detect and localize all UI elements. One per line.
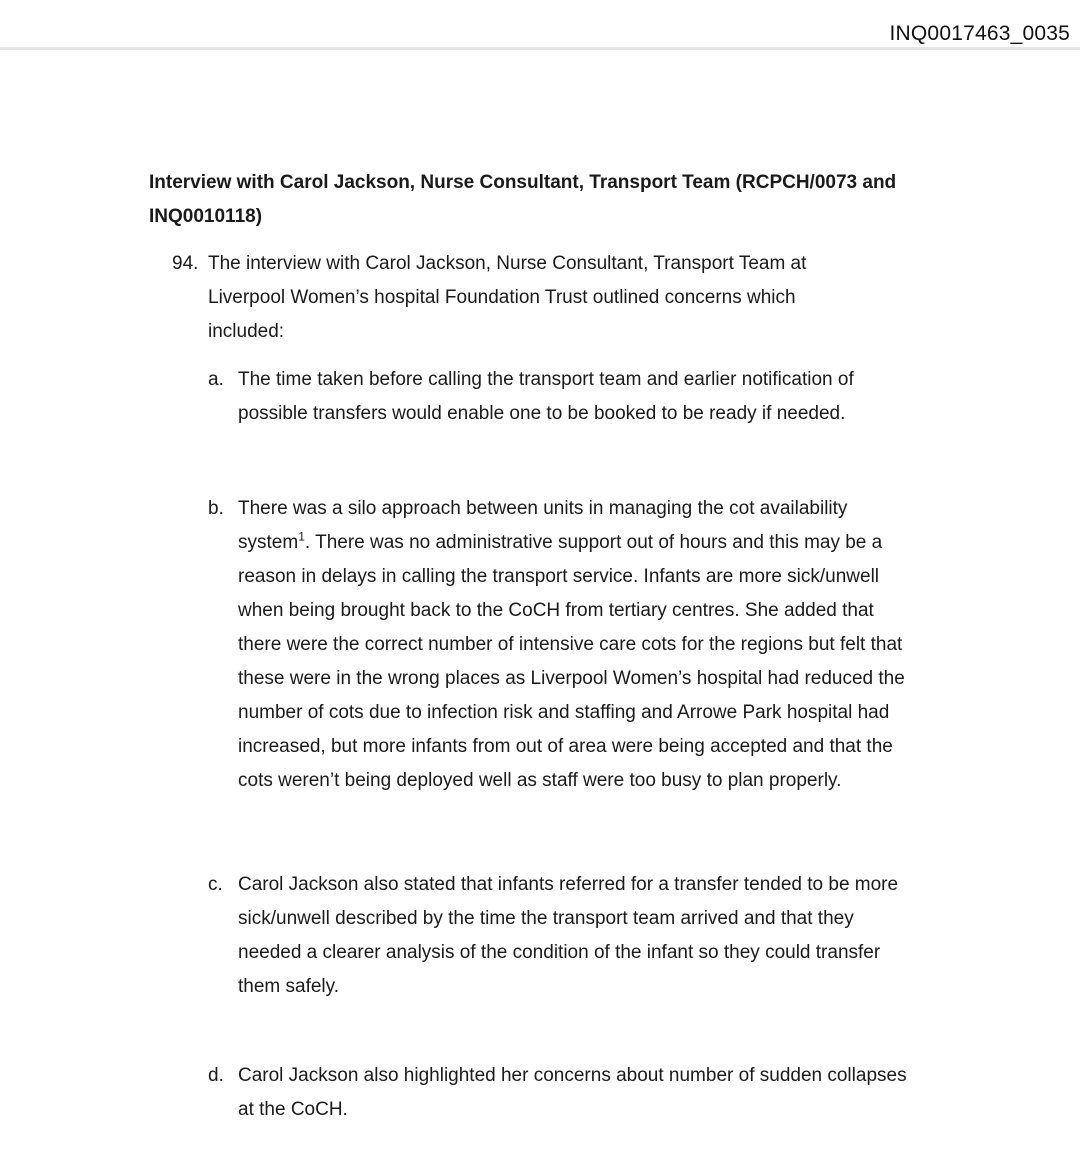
list-item-letter: c.	[208, 874, 223, 895]
section-heading: Interview with Carol Jackson, Nurse Consultant, Transport Team (RCPCH/0073 and INQ0010118)	[149, 172, 897, 227]
list-item-c	[208, 868, 908, 1004]
list-item-a	[208, 363, 908, 431]
list-item-letter: d.	[208, 1065, 224, 1086]
list-item-letter: a.	[208, 369, 224, 390]
document-reference-number: INQ0017463_0035	[889, 22, 1070, 45]
list-item-text	[208, 492, 908, 798]
header-divider	[0, 47, 1080, 50]
list-item-letter: b.	[208, 498, 224, 519]
paragraph-94	[172, 247, 872, 349]
list-item-d	[208, 1059, 908, 1127]
list-item-text-part-2: . There was no administrative support out of hours and this may be a reason in delays in calling the transport service. Infants are more sick/unwell when being brought back to the CoCH from tertiary centres. She added that there were the correct number of intensive care cots for the regions but felt that these were in the wrong places as Liverpool Women’s hospital had reduced the number of cots due to infection risk and staffing and Arrowe Park hospital had increased, but more infants from out of area were being accepted and that the cots weren’t being deployed well as staff were too busy to plan properly.	[238, 532, 905, 791]
list-item-text-part-1: There was a silo approach between units in managing the cot availability system	[238, 498, 848, 553]
list-item-text: The time taken before calling the transport team and earlier notification of possible transfers would enable one to be booked to be ready if needed.	[238, 369, 854, 424]
footnote-marker[interactable]: 1	[298, 529, 305, 544]
list-item-text: Carol Jackson also stated that infants referred for a transfer tended to be more sick/unwell described by the time the transport team arrived and that they needed a clearer analysis of the condition of the infant so they could transfer them safely.	[238, 874, 899, 997]
list-item-text: Carol Jackson also highlighted her concerns about number of sudden collapses at the CoCH.	[238, 1065, 907, 1120]
list-item-b	[208, 492, 908, 798]
paragraph-number: 94.	[172, 253, 199, 274]
paragraph-text: The interview with Carol Jackson, Nurse Consultant, Transport Team at Liverpool Women’s hospital Foundation Trust outlined concerns which included:	[208, 253, 807, 342]
